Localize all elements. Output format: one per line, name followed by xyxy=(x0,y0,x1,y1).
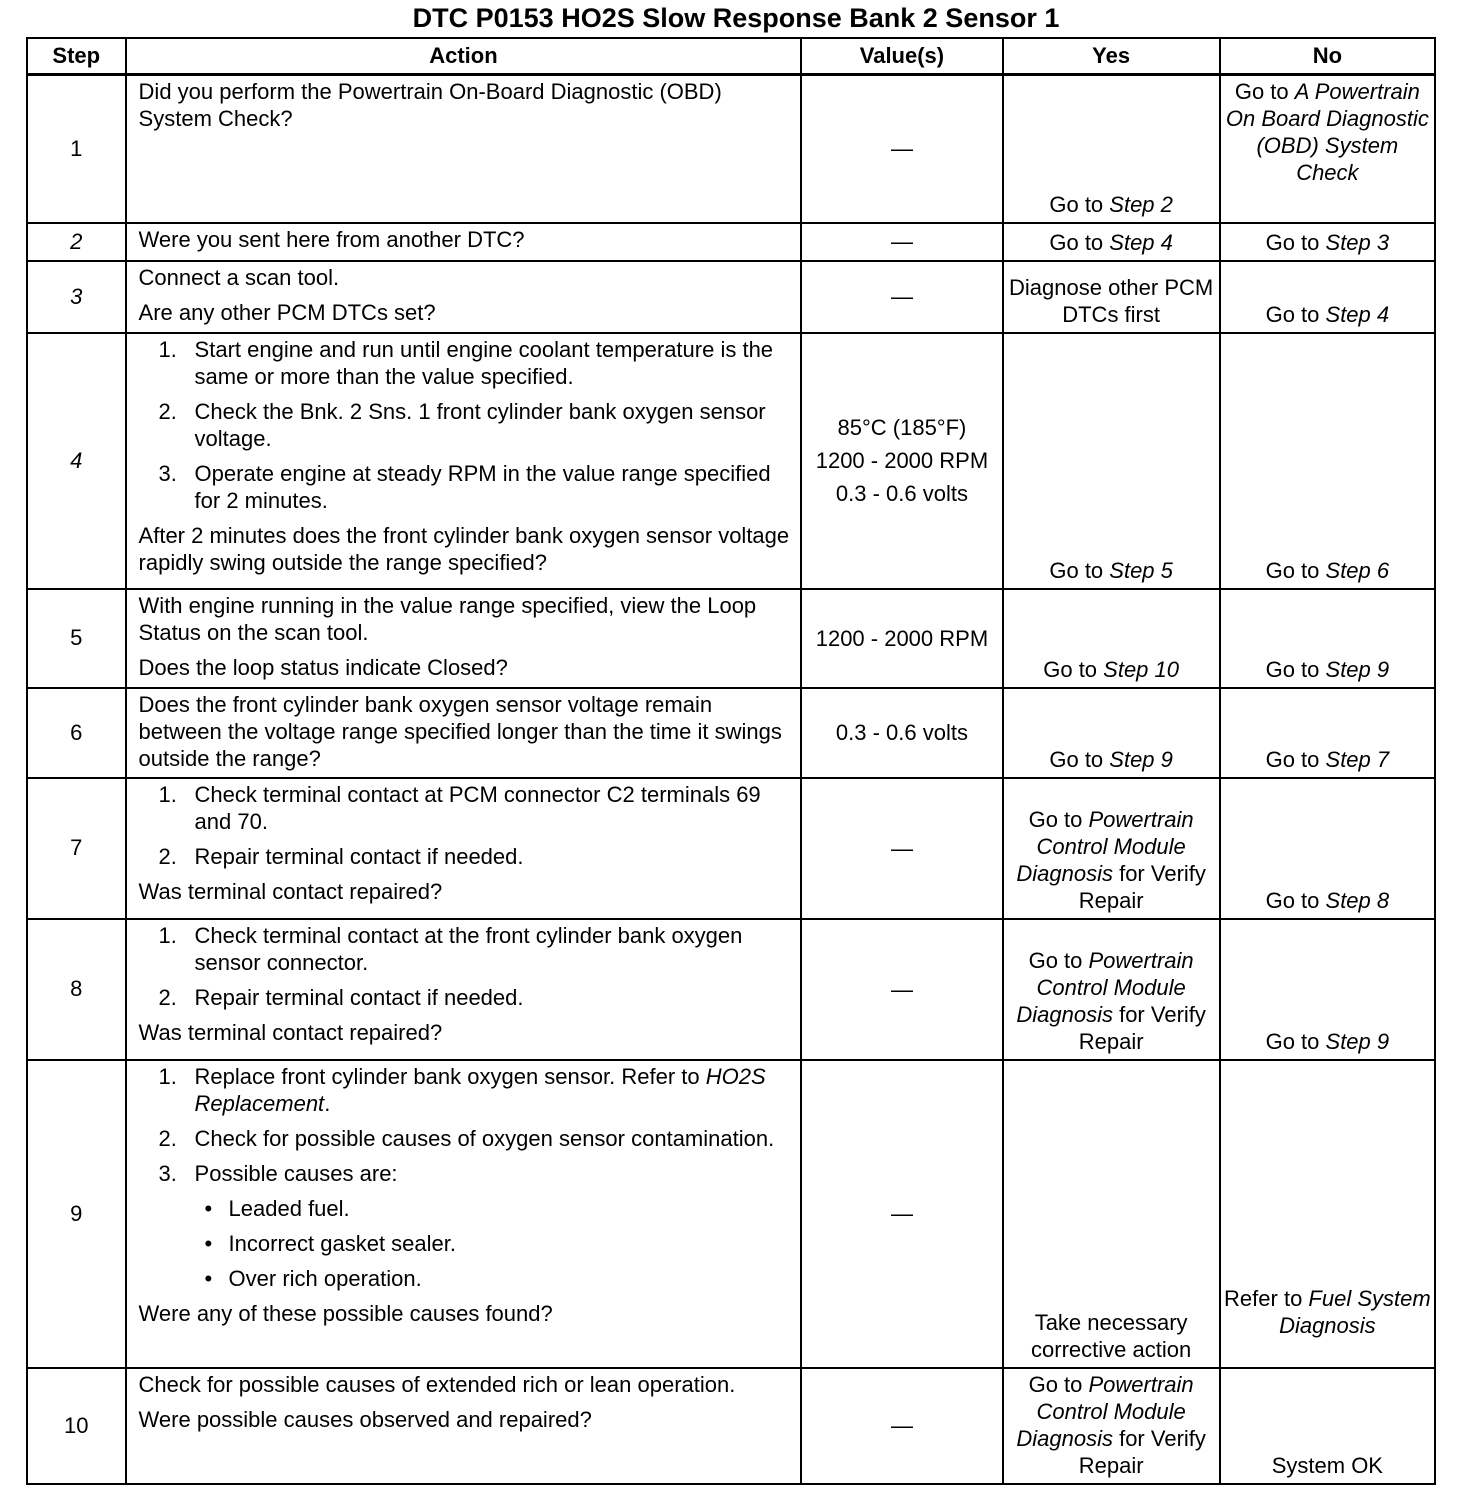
header-action: Action xyxy=(126,38,802,75)
yes-cell: Take necessary corrective action xyxy=(1003,1060,1220,1368)
no-cell: Go to Step 7 xyxy=(1220,688,1435,778)
value-cell xyxy=(801,333,1002,589)
yes-cell: Go to Powertrain Control Module Diagnosis for Verify Repair xyxy=(1003,778,1220,919)
yes-link: Step 4 xyxy=(1109,229,1173,255)
list-item: 1. Start engine and run until engine coolant temperature is the same or more than the value specified. xyxy=(158,336,774,389)
action-question: Does the loop status indicate Closed? xyxy=(138,654,508,680)
action-text: Were you sent here from another DTC? xyxy=(138,226,525,252)
no-cell: System OK xyxy=(1220,1368,1435,1484)
no-link: Step 4 xyxy=(1325,301,1390,327)
action-steps xyxy=(139,781,793,870)
value-cell: — xyxy=(801,778,1002,919)
step-number: 5 xyxy=(27,589,126,688)
no-cell: Go to Step 9 xyxy=(1220,919,1435,1060)
yes-cell xyxy=(1003,223,1220,261)
action-question: Were any of these possible causes found? xyxy=(138,1300,553,1326)
page-title: DTC P0153 HO2S Slow Response Bank 2 Sensor 1 xyxy=(412,3,1060,33)
yes-cell: Go to Powertrain Control Module Diagnosis for Verify Repair xyxy=(1003,1368,1220,1484)
no-link: Step 3 xyxy=(1325,229,1390,255)
value-temperature: 85°C (185°F) xyxy=(837,415,967,440)
list-item: • Incorrect gasket sealer. xyxy=(204,1230,456,1256)
table-row xyxy=(27,1368,1435,1484)
step-number: 3 xyxy=(27,261,126,333)
action-question: Was terminal contact repaired? xyxy=(138,878,443,904)
table-row xyxy=(27,333,1435,589)
table-row xyxy=(27,75,1435,223)
no-cell: Go to Step 9 xyxy=(1220,589,1435,688)
list-item: 3. Possible causes are: xyxy=(158,1160,398,1186)
step-number: 1 xyxy=(27,75,126,223)
action-cell xyxy=(126,1060,802,1368)
value-rpm: 1200 - 2000 RPM xyxy=(815,448,989,473)
value-cell: — xyxy=(801,1368,1002,1484)
action-question: After 2 minutes does the front cylinder bank oxygen sensor voltage rapidly swing outside the range specified? xyxy=(138,522,790,575)
table-row xyxy=(27,1060,1435,1368)
yes-cell: Diagnose other PCM DTCs first xyxy=(1003,261,1220,333)
action-text: With engine running in the value range specified, view the Loop Status on the scan tool. xyxy=(138,592,757,645)
value-cell: — xyxy=(801,1060,1002,1368)
list-item: 2. Repair terminal contact if needed. xyxy=(158,843,524,869)
list-item: 1. Check terminal contact at the front cylinder bank oxygen sensor connector. xyxy=(158,922,743,975)
step-number: 6 xyxy=(27,688,126,778)
yes-text: Go to xyxy=(1049,229,1110,255)
action-text: Check for possible causes of extended rich or lean operation. xyxy=(138,1371,736,1397)
no-text: Go to xyxy=(1265,301,1326,327)
header-yes: Yes xyxy=(1003,38,1220,75)
step-number: 9 xyxy=(27,1060,126,1368)
list-item: • Leaded fuel. xyxy=(204,1195,350,1221)
list-item: • Over rich operation. xyxy=(204,1265,422,1291)
yes-cell: Go to Step 5 xyxy=(1003,333,1220,589)
action-cell xyxy=(126,333,802,589)
no-cell xyxy=(1220,223,1435,261)
list-item: 2. Check the Bnk. 2 Sns. 1 front cylinder bank oxygen sensor voltage. xyxy=(158,398,766,451)
table-row xyxy=(27,223,1435,261)
action-cell xyxy=(126,261,802,333)
value-cell: 1200 - 2000 RPM xyxy=(801,589,1002,688)
no-cell: Refer to Fuel System Diagnosis xyxy=(1220,1060,1435,1368)
yes-cell: Go to Step 10 xyxy=(1003,589,1220,688)
yes-cell: Go to Step 9 xyxy=(1003,688,1220,778)
header-no: No xyxy=(1220,38,1435,75)
no-cell: Go to Step 8 xyxy=(1220,778,1435,919)
header-row xyxy=(27,38,1435,75)
step-number: 2 xyxy=(27,223,126,261)
step-number: 8 xyxy=(27,919,126,1060)
yes-cell: Go to Powertrain Control Module Diagnosis for Verify Repair xyxy=(1003,919,1220,1060)
yes-link: Step 2 xyxy=(1109,191,1173,217)
action-cell xyxy=(126,919,802,1060)
action-steps xyxy=(139,1063,793,1187)
header-values: Value(s) xyxy=(801,38,1002,75)
action-steps xyxy=(139,336,793,514)
action-question: Does the front cylinder bank oxygen sensor voltage remain between the voltage range specified longer than the time it swings outside the range? xyxy=(138,691,782,771)
yes-text: Go to xyxy=(1049,191,1110,217)
value-cell: — xyxy=(801,223,1002,261)
list-item: 2. Check for possible causes of oxygen sensor contamination. xyxy=(158,1125,775,1151)
action-text: Did you perform the Powertrain On-Board Diagnostic (OBD) System Check? xyxy=(138,79,722,131)
no-cell xyxy=(1220,261,1435,333)
no-link: A Powertrain On Board Diagnostic (OBD) System Check xyxy=(1225,79,1429,185)
no-cell xyxy=(1220,75,1435,223)
table-row xyxy=(27,261,1435,333)
action-question: Was terminal contact repaired? xyxy=(138,1019,443,1045)
value-cell: — xyxy=(801,75,1002,223)
action-question: Were possible causes observed and repaired? xyxy=(138,1406,592,1432)
diagnostic-table xyxy=(26,37,1436,1485)
action-cell xyxy=(126,1368,802,1484)
table-row xyxy=(27,919,1435,1060)
no-text: Go to xyxy=(1234,79,1295,104)
step-number: 4 xyxy=(27,333,126,589)
action-cell xyxy=(126,688,802,778)
list-item: 3. Operate engine at steady RPM in the value range specified for 2 minutes. xyxy=(158,460,771,513)
possible-causes-list xyxy=(139,1195,793,1292)
yes-cell xyxy=(1003,75,1220,223)
step-number: 7 xyxy=(27,778,126,919)
table-row xyxy=(27,688,1435,778)
table-row xyxy=(27,778,1435,919)
action-cell xyxy=(126,778,802,919)
action-text: Connect a scan tool. xyxy=(138,264,340,290)
no-text: Go to xyxy=(1265,229,1326,255)
list-item: 1. Check terminal contact at PCM connector C2 terminals 69 and 70. xyxy=(158,781,761,834)
action-steps xyxy=(139,922,793,1011)
list-item: 2. Repair terminal contact if needed. xyxy=(158,984,524,1010)
value-cell: 0.3 - 0.6 volts xyxy=(801,688,1002,778)
value-cell: — xyxy=(801,261,1002,333)
list-item: 1. Replace front cylinder bank oxygen sensor. Refer to HO2S Replacement. xyxy=(158,1063,766,1116)
action-cell xyxy=(126,75,802,223)
value-voltage: 0.3 - 0.6 volts xyxy=(835,481,968,506)
action-cell xyxy=(126,589,802,688)
value-cell: — xyxy=(801,919,1002,1060)
action-question: Are any other PCM DTCs set? xyxy=(138,299,436,325)
action-cell xyxy=(126,223,802,261)
no-cell: Go to Step 6 xyxy=(1220,333,1435,589)
table-row xyxy=(27,589,1435,688)
header-step: Step xyxy=(27,38,126,75)
step-number: 10 xyxy=(27,1368,126,1484)
